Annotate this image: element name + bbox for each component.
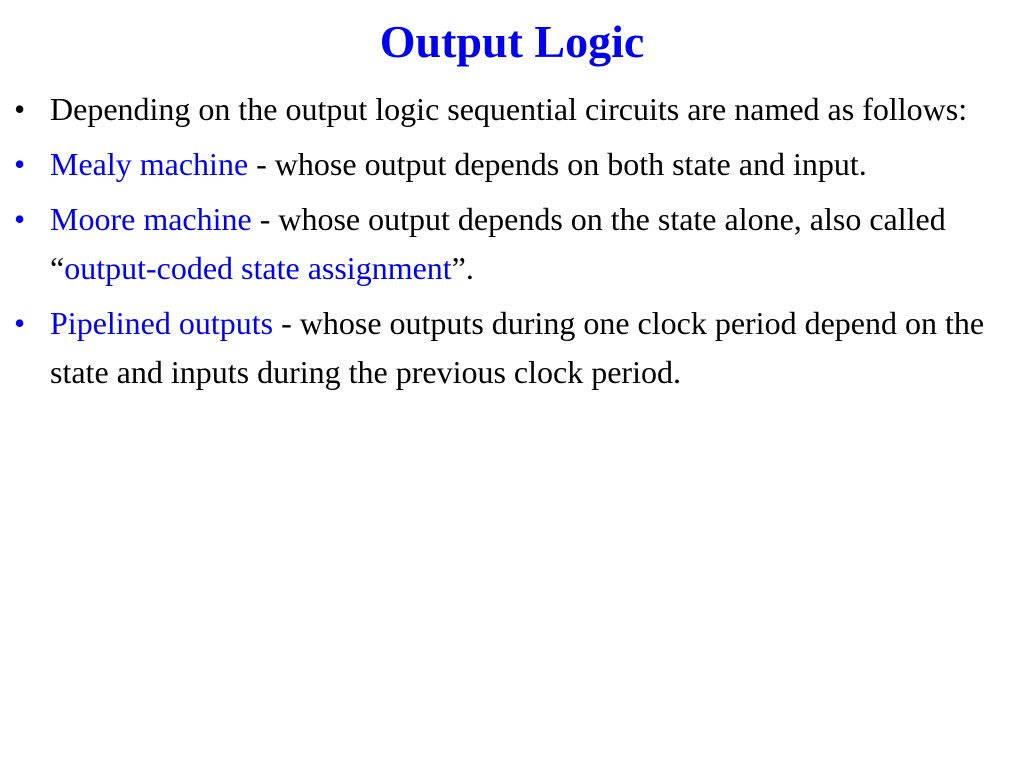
bullet-list [0, 85, 1024, 403]
term-mealy-machine: Mealy machine [50, 146, 249, 182]
bullet-item-mealy [0, 140, 1024, 189]
bullet-text: Depending on the output logic sequential circuits are named as follows: [50, 91, 968, 127]
bullet-text-end: ”. [451, 250, 474, 286]
highlight-output-coded-state-assignment: output-coded state assignment [64, 250, 452, 286]
bullet-marker: • [14, 201, 26, 237]
bullet-marker: • [14, 91, 26, 127]
term-pipelined-outputs: Pipelined outputs [50, 305, 274, 341]
slide-title: Output Logic [379, 16, 645, 67]
bullet-text: - whose outputs during one clock period depend on the state and inputs during the previous clock period. [50, 305, 985, 390]
bullet-marker: • [14, 305, 26, 341]
bullet-text: - whose output depends on both state and input. [248, 146, 867, 182]
term-moore-machine: Moore machine [50, 201, 252, 237]
bullet-item-intro [0, 85, 1024, 134]
bullet-text: - whose output depends on the state alone, also called “ [50, 201, 946, 286]
bullet-marker: • [14, 146, 26, 182]
bullet-item-moore [0, 195, 1024, 293]
bullet-item-pipelined [0, 299, 1024, 397]
